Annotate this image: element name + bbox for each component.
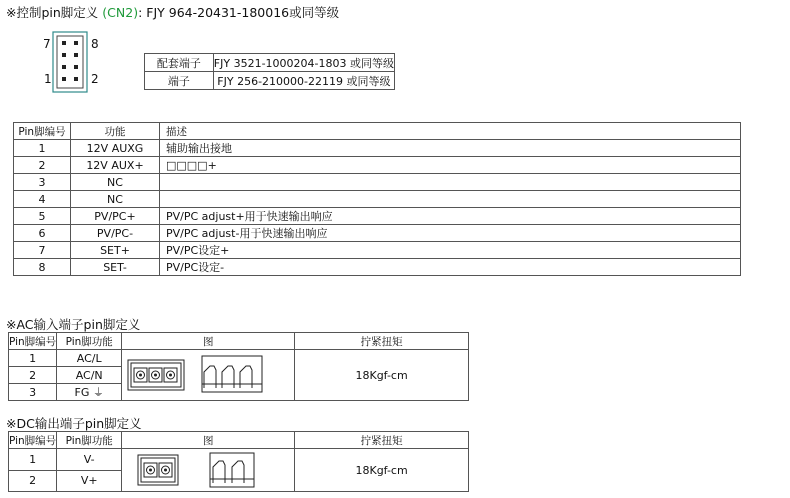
ac-header-figure: 图 [122,333,295,350]
table-row [14,242,741,259]
mating-label-2: 端子 [145,72,214,90]
ac-pin-number: 2 [9,367,57,384]
pin-function: SET+ [71,242,160,259]
table-row [14,140,741,157]
pin-description: PV/PC设定- [160,259,741,276]
ac-header-function: Pin脚功能 [57,333,122,350]
pin-number: 4 [14,191,71,208]
ac-pin-function: FG ⏚ [57,384,122,401]
ac-pin-number: 1 [9,350,57,367]
dc-section-title: ※DC输出端子pin脚定义 [6,416,142,431]
mating-value-1: FJY 3521-1000204-1803 或同等级 [213,54,394,72]
ac-header-torque: 拧紧扭矩 [295,333,469,350]
pin-number: 8 [14,259,71,276]
control-pin-table [13,122,741,276]
ac-section-title: ※AC输入端子pin脚定义 [6,317,141,332]
ac-terminal-block-diagram [122,350,294,400]
pin-number: 6 [14,225,71,242]
mating-value-2: FJY 256-210000-22119 或同等级 [213,72,394,90]
pin-function: SET- [71,259,160,276]
cn2-heading-suffix: : FJY 964-20431-180016或同等级 [138,5,340,20]
col-header-function: 功能 [71,123,160,140]
connector-pin-2-label: 2 [91,72,99,86]
pin-function: PV/PC+ [71,208,160,225]
ac-header-pin: Pin脚编号 [9,333,57,350]
pin-function: NC [71,191,160,208]
cn2-heading-prefix: ※控制pin脚定义 [6,5,103,20]
pin-function: PV/PC- [71,225,160,242]
col-header-description: 描述 [160,123,741,140]
ac-terminal-table [8,332,469,401]
dc-terminal-table [8,431,469,492]
dc-terminal-block-diagram [122,449,294,491]
dc-pin-number: 1 [9,449,57,471]
pin-description: PV/PC设定+ [160,242,741,259]
pin-description [160,191,741,208]
ac-pin-function: AC/N [57,367,122,384]
ac-figure-cell [122,350,295,401]
table-row [9,350,469,367]
dc-pin-function: V+ [57,470,122,492]
col-header-pin: Pin脚编号 [14,123,71,140]
cn2-label: (CN2) [102,5,139,20]
pin-description: PV/PC adjust-用于快速输出响应 [160,225,741,242]
connector-pin-7-label: 7 [43,37,51,51]
dc-header-pin: Pin脚编号 [9,432,57,449]
pin-description: □□□□+ [160,157,741,174]
dc-figure-cell [122,449,295,492]
table-row [14,259,741,276]
table-row [14,191,741,208]
mating-table [144,53,395,90]
table-row [14,157,741,174]
cn2-heading [6,3,339,21]
table-row [14,208,741,225]
ac-pin-function: AC/L [57,350,122,367]
dc-torque-value: 18Kgf-cm [295,449,469,492]
dc-header-function: Pin脚功能 [57,432,122,449]
pin-description [160,174,741,191]
connector-pin-8-label: 8 [91,37,99,51]
pin-description: 辅助输出接地 [160,140,741,157]
connector-diagram [52,31,88,93]
connector-pin-1-label: 1 [44,72,52,86]
pin-number: 3 [14,174,71,191]
table-row [9,449,469,471]
pin-function: NC [71,174,160,191]
table-row [14,174,741,191]
dc-header-figure: 图 [122,432,295,449]
pin-function: 12V AUXG [71,140,160,157]
dc-pin-number: 2 [9,470,57,492]
pin-number: 2 [14,157,71,174]
dc-pin-function: V- [57,449,122,471]
pin-number: 5 [14,208,71,225]
pin-number: 1 [14,140,71,157]
dc-header-torque: 拧紧扭矩 [295,432,469,449]
table-row [14,225,741,242]
pin-description: PV/PC adjust+用于快速输出响应 [160,208,741,225]
mating-label-1: 配套端子 [145,54,214,72]
ac-torque-value: 18Kgf-cm [295,350,469,401]
ac-pin-number: 3 [9,384,57,401]
pin-number: 7 [14,242,71,259]
pin-function: 12V AUX+ [71,157,160,174]
